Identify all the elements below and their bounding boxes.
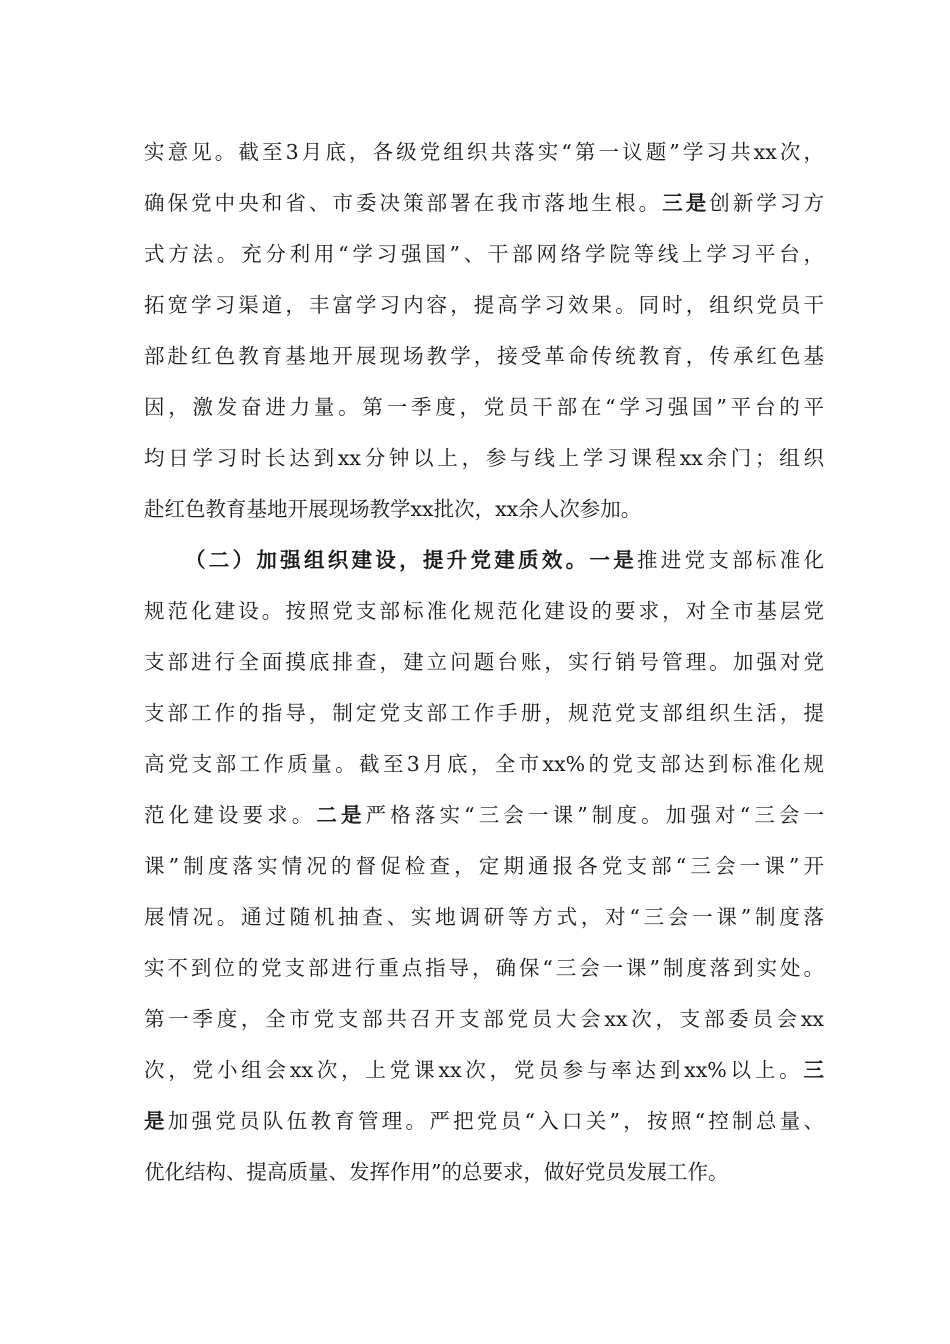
text-line <box>144 943 824 994</box>
bold-text-segment: （二）加强组织建设，提升党建质效。一是 <box>185 548 637 572</box>
text-line <box>144 127 824 178</box>
text-segment: 次，党小组会xx次，上党课xx次，党员参与率达到xx%以上。 <box>144 1058 804 1082</box>
text-segment: 创新学习方 <box>709 191 825 215</box>
text-line <box>144 1096 824 1147</box>
text-line <box>144 229 824 280</box>
text-segment: 推进党支部标准化 <box>636 548 825 572</box>
text-line <box>144 994 824 1045</box>
text-segment: 严格落实“三会一课”制度。加强对“三会一 <box>365 803 825 827</box>
text-line <box>144 892 824 943</box>
text-line <box>144 484 824 535</box>
text-segment: 实不到位的党支部进行重点指导，确保“三会一课”制度落到实处。 <box>144 956 824 980</box>
text-segment: 第一季度，全市党支部共召开支部党员大会xx次，支部委员会xx <box>144 1007 824 1031</box>
body-text <box>144 127 824 1198</box>
text-segment: 支部工作的指导，制定党支部工作手册，规范党支部组织生活，提 <box>144 701 824 725</box>
text-segment: 均日学习时长达到xx分钟以上，参与线上学习课程xx余门；组织 <box>144 446 824 470</box>
text-segment: 因，激发奋进力量。第一季度，党员干部在“学习强国”平台的平 <box>144 395 824 419</box>
text-line <box>144 637 824 688</box>
text-line <box>144 790 824 841</box>
text-line <box>144 433 824 484</box>
text-line <box>144 586 824 637</box>
text-segment: 范化建设要求。 <box>144 803 317 827</box>
bold-text-segment: 二是 <box>316 803 366 827</box>
text-line <box>144 178 824 229</box>
text-line <box>144 331 824 382</box>
text-segment: 赴红色教育基地开展现场教学xx批次，xx余人次参加。 <box>144 497 642 521</box>
bold-text-segment: 三是 <box>662 191 710 215</box>
text-line <box>144 688 824 739</box>
text-segment: 高党支部工作质量。截至3月底，全市xx%的党支部达到标准化规 <box>144 752 824 776</box>
text-segment: 拓宽学习渠道，丰富学习内容，提高学习效果。同时，组织党员干 <box>144 293 824 317</box>
bold-text-segment: 是 <box>144 1109 168 1133</box>
text-segment: 确保党中央和省、市委决策部署在我市落地生根。 <box>144 191 663 215</box>
text-line <box>144 841 824 892</box>
text-segment: 式方法。充分利用“学习强国”、干部网络学院等线上学习平台， <box>144 242 824 266</box>
text-line <box>144 1045 824 1096</box>
text-segment: 加强党员队伍教育管理。严把党员“入口关”，按照“控制总量、 <box>167 1109 824 1133</box>
text-line <box>144 280 824 331</box>
bold-text-segment: 三 <box>803 1058 824 1082</box>
text-segment: 优化结构、提高质量、发挥作用”的总要求，做好党员发展工作。 <box>144 1160 729 1184</box>
text-line <box>144 535 824 586</box>
text-segment: 展情况。通过随机抽查、实地调研等方式，对“三会一课”制度落 <box>144 905 824 929</box>
text-segment: 实意见。截至3月底，各级党组织共落实“第一议题”学习共xx次， <box>144 140 824 164</box>
text-segment: 规范化建设。按照党支部标准化规范化建设的要求，对全市基层党 <box>144 599 824 623</box>
text-segment: 支部进行全面摸底排查，建立问题台账，实行销号管理。加强对党 <box>144 650 824 674</box>
text-line <box>144 382 824 433</box>
text-segment: 部赴红色教育基地开展现场教学，接受革命传统教育，传承红色基 <box>144 344 824 368</box>
text-segment: 课”制度落实情况的督促检查，定期通报各党支部“三会一课”开 <box>144 854 824 878</box>
text-line <box>144 739 824 790</box>
text-line <box>144 1147 824 1198</box>
